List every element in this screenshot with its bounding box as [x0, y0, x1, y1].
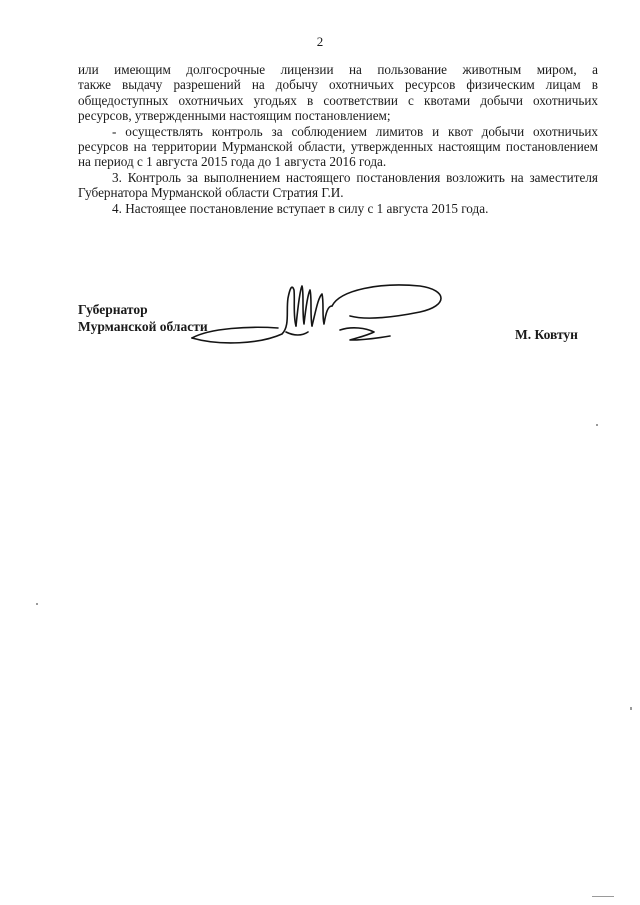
paragraph-4: 4. Настоящее постановление вступает в силу с 1 августа 2015 года.	[112, 200, 489, 216]
paragraph-line: или имеющим долгосрочные лицензии на пользование животным миром, а	[78, 62, 598, 77]
page-number: 2	[316, 34, 324, 49]
scan-mark	[592, 896, 614, 897]
scan-speck	[36, 603, 38, 605]
scan-speck	[630, 707, 632, 710]
signatory-title-line-2: Мурманской области	[78, 319, 208, 334]
signatory-name: М. Ковтун	[515, 327, 578, 342]
paragraph-continuation: также выдачу разрешений на добычу охотничьих ресурсов физическим лицам в общедоступных охотничьих угодьях в соответствии с квотами добычи охотничьих ресурсов, утвержденными настоящим постановлением;	[78, 77, 598, 124]
signatory-title	[78, 301, 208, 335]
handwritten-signature	[190, 276, 450, 356]
scan-speck	[596, 424, 598, 426]
paragraph-3: 3. Контроль за выполнением настоящего постановления возложить на заместителя Губернатора Мурманской области Стратия Г.И.	[78, 169, 598, 201]
document-body	[78, 62, 598, 216]
paragraph-control-limits: - осуществлять контроль за соблюдением лимитов и квот добычи охотничьих ресурсов на территории Мурманской области, утвержденных настоящим постановлением на период с 1 августа 2015 года до 1 августа 2016 года.	[78, 123, 598, 170]
signatory-title-line-1: Губернатор	[78, 302, 148, 317]
